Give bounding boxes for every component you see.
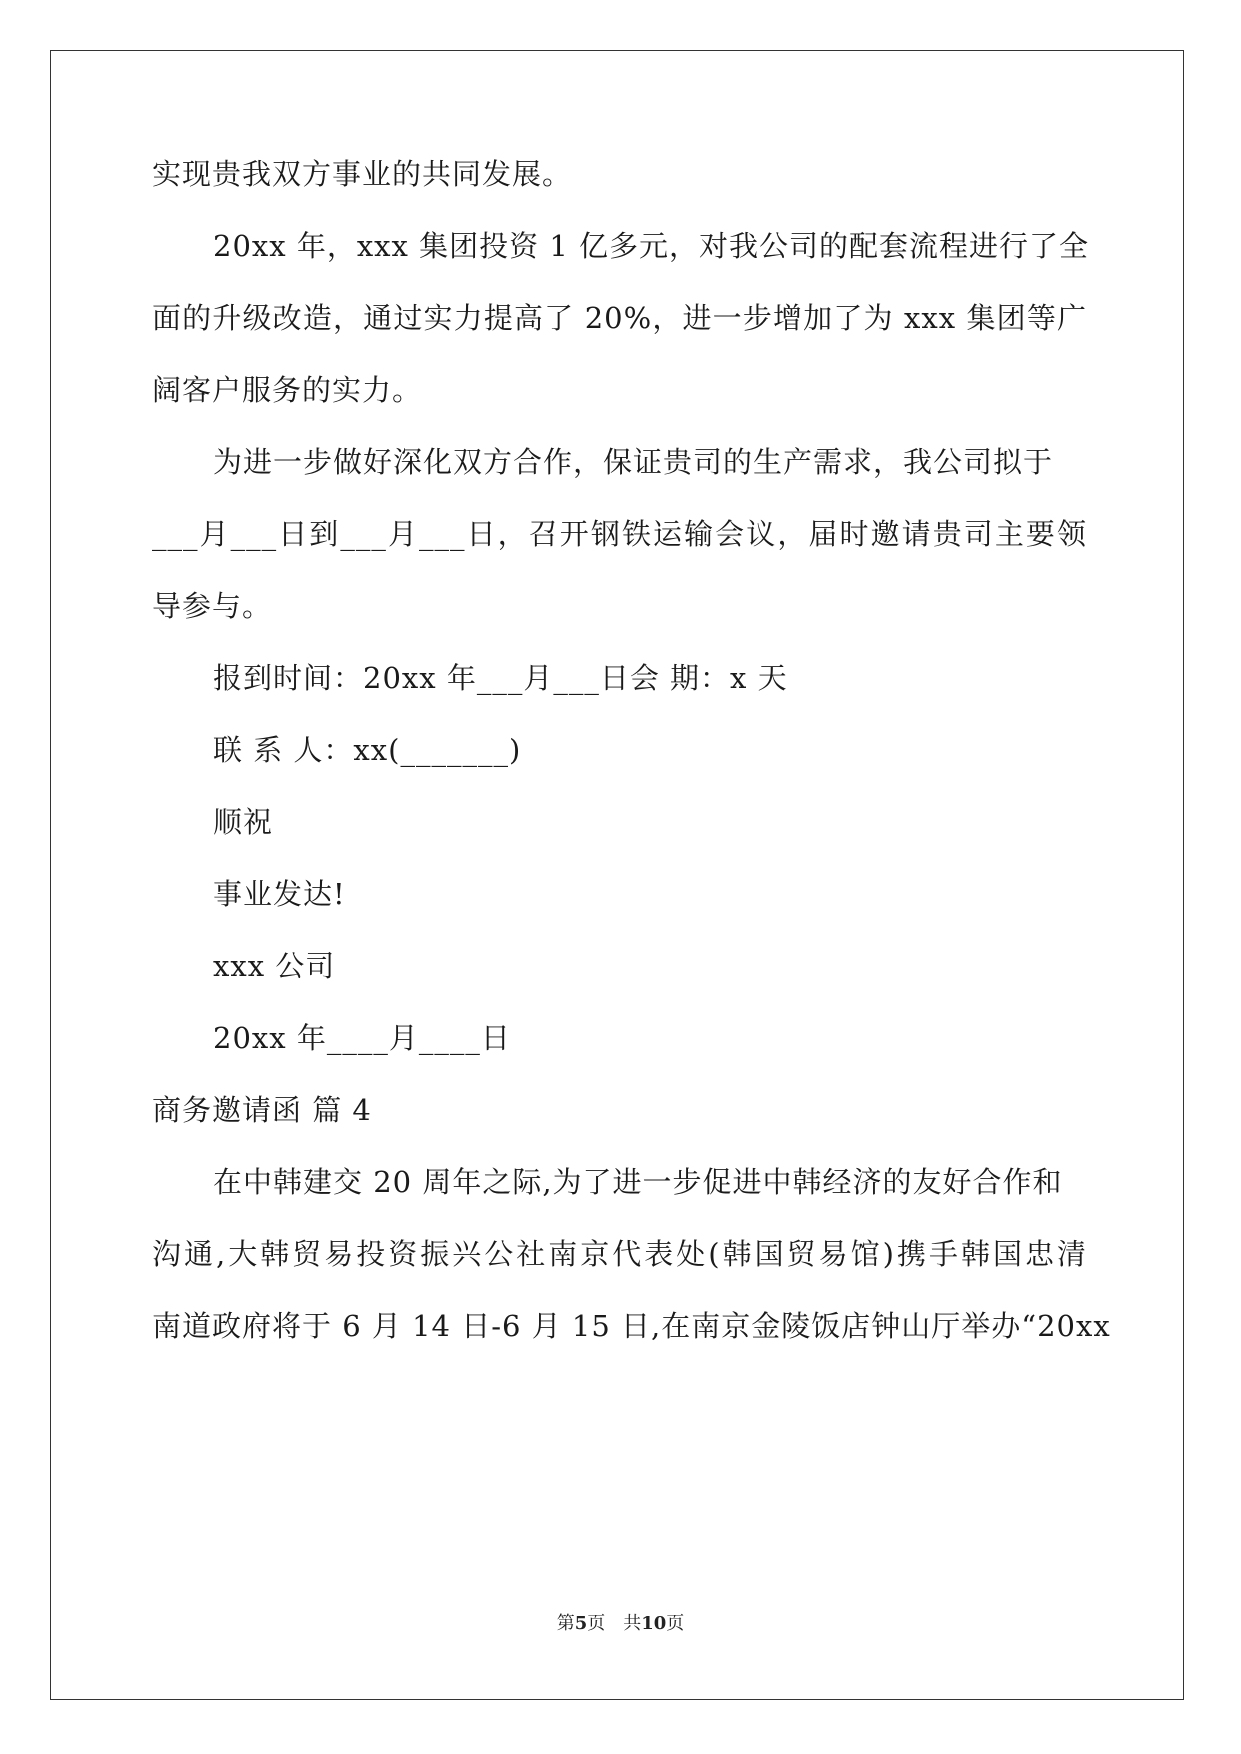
paragraph-line: 联 系 人：xx(_______) [213, 733, 522, 767]
footer-total-prefix: 共 [623, 1613, 642, 1634]
current-page-number: 5 [574, 1613, 588, 1634]
paragraph-line: 顺祝 [213, 805, 274, 839]
paragraph-line: ___月___日到___月___日，召开钢铁运输会议，届时邀请贵司主要领 [152, 517, 1087, 551]
paragraph-line: 报到时间：20xx 年___月___日会 期：x 天 [213, 661, 788, 695]
paragraph-line: 在中韩建交 20 周年之际,为了进一步促进中韩经济的友好合作和 [213, 1165, 1063, 1199]
paragraph-line: 面的升级改造，通过实力提高了 20%，进一步增加了为 xxx 集团等广 [152, 301, 1087, 335]
paragraph-line: xxx 公司 [213, 949, 336, 983]
total-pages-number: 10 [641, 1613, 667, 1634]
page-footer [0, 1612, 1241, 1636]
paragraph-line: 20xx 年____月____日 [213, 1021, 511, 1055]
paragraph-line: 南道政府将于 6 月 14 日-6 月 15 日,在南京金陵饭店钟山厅举办“20xx [152, 1309, 1111, 1343]
paragraph-line: 事业发达! [213, 877, 346, 911]
footer-page-suffix: 页 [587, 1613, 606, 1634]
paragraph-line: 实现贵我双方事业的共同发展。 [152, 157, 573, 191]
paragraph-line: 沟通,大韩贸易投资振兴公社南京代表处(韩国贸易馆)携手韩国忠清 [152, 1237, 1087, 1271]
paragraph-line: 为进一步做好深化双方合作，保证贵司的生产需求，我公司拟于 [213, 445, 1054, 479]
paragraph-line: 20xx 年，xxx 集团投资 1 亿多元，对我公司的配套流程进行了全 [213, 229, 1090, 263]
footer-total-suffix: 页 [666, 1613, 685, 1634]
paragraph-line: 阔客户服务的实力。 [152, 373, 423, 407]
section-heading: 商务邀请函 篇 4 [152, 1093, 372, 1127]
paragraph-line: 导参与。 [152, 589, 273, 623]
footer-prefix: 第 [556, 1613, 575, 1634]
